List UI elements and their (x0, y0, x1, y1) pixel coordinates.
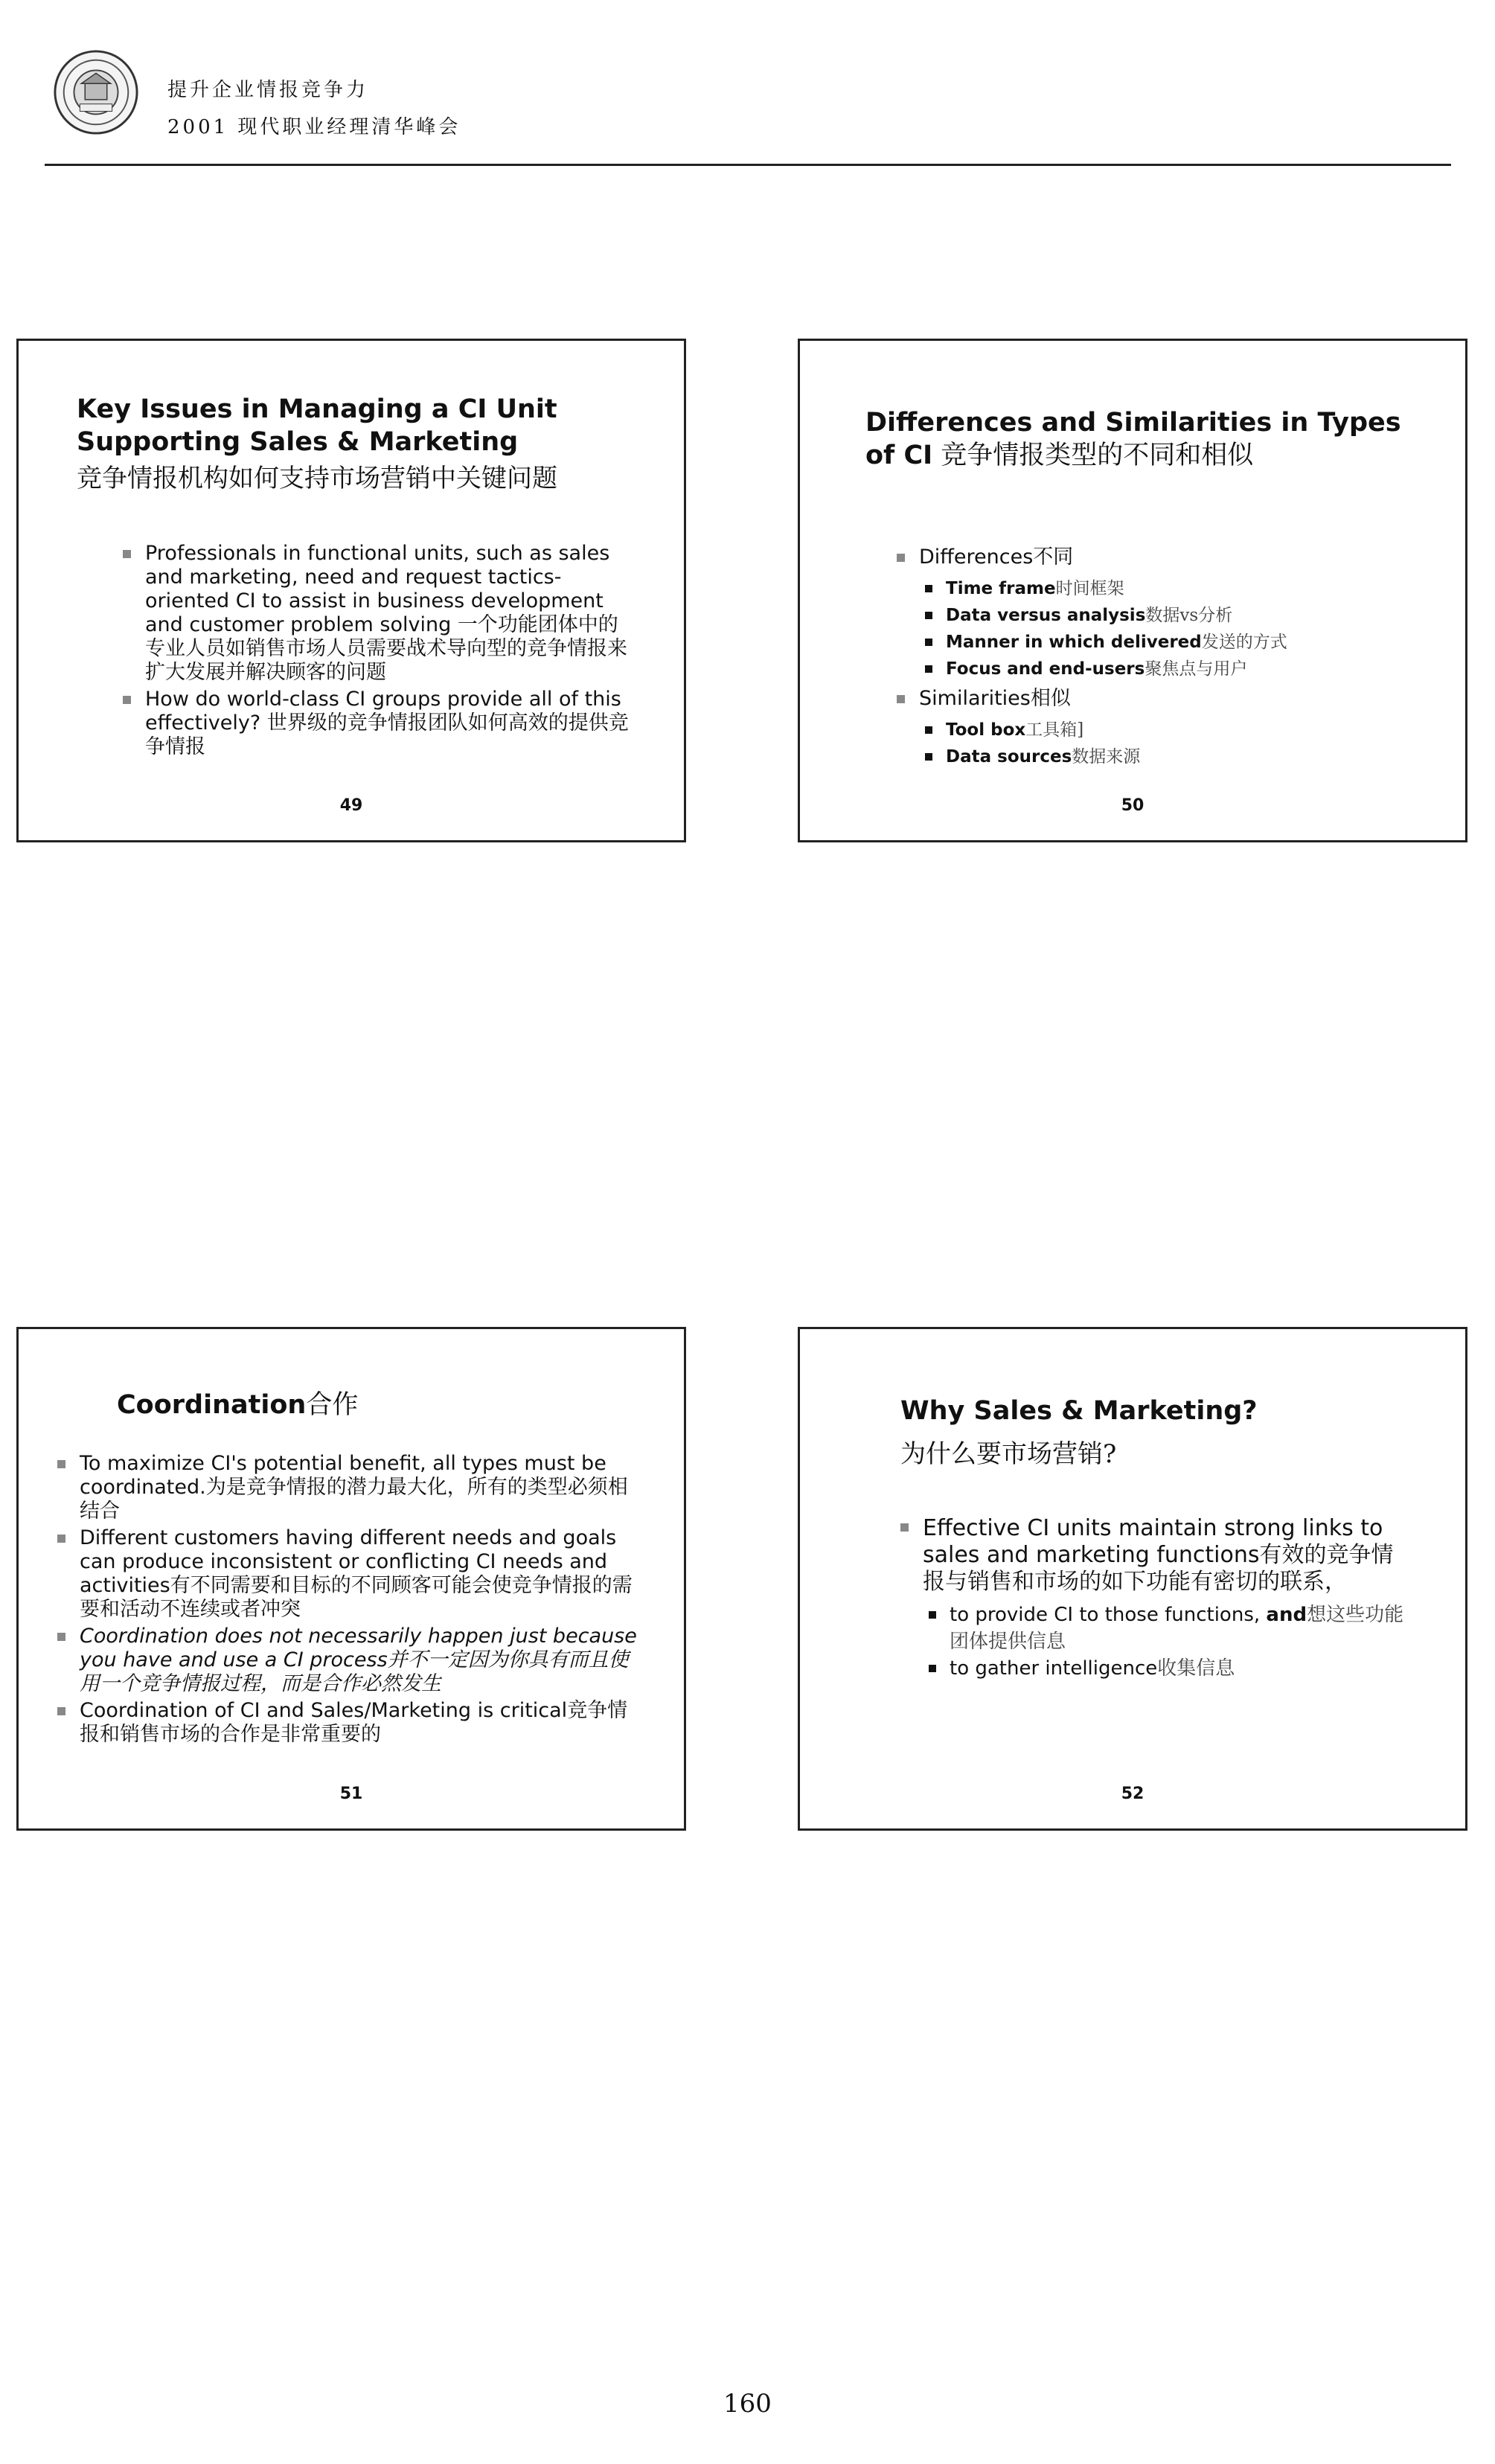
slide-number: 51 (339, 1785, 363, 1803)
slide-title-zh: 竞争情报机构如何支持市场营销中关键问题 (77, 464, 557, 493)
slide-title-zh: 合作 (306, 1390, 359, 1420)
list-item: To maximize CI's potential benefit, all types must be coordinated.为是竞争情报的潜力最大化，所有的类型必须相结合 (57, 1452, 645, 1523)
slide-title (117, 1389, 358, 1421)
list-item: Manner in which delivered发送的方式 (919, 629, 1432, 656)
list-item: to gather intelligence收集信息 (923, 1655, 1414, 1682)
slide-title (77, 393, 557, 458)
slide-title-en: Coordination (117, 1390, 307, 1420)
list-item: Effective CI units maintain strong links to sales and marketing functions有效的竞争情报与销售和市场的如下功能有密切的联系， to provide CI to those functions, and想这些功能团体提供信息 to gather intelligence收集信息 (900, 1515, 1414, 1682)
sub-bullet-list (919, 575, 1432, 682)
slide-title-zh: 为什么要市场营销? (900, 1439, 1117, 1469)
tsinghua-seal-icon (52, 48, 140, 136)
document-header (45, 41, 1459, 167)
slide-title (865, 406, 1401, 472)
slide-50 (798, 339, 1467, 842)
slide-49 (16, 339, 686, 842)
list-item: Coordination does not necessarily happen just because you have and use a CI process并不一定因为你具有而且使用一个竞争情报过程，而是合作必然发生 (57, 1625, 645, 1696)
slide-number: 50 (1121, 796, 1145, 815)
bullet-list (57, 1452, 645, 1750)
bullet-list (900, 1515, 1414, 1686)
slide-52 (798, 1327, 1467, 1831)
list-item: Focus and end-users聚焦点与用户 (919, 656, 1432, 682)
header-divider (45, 164, 1451, 166)
bullet-list (123, 542, 636, 762)
list-item: Professionals in functional units, such as sales and marketing, need and request tactics-oriented CI to assist in business development and customer problem solving 一个功能团体中的专业人员如销售市场人员需要战术导向型的竞争情报来扩大发展并解决顾客的问题 (123, 542, 636, 685)
slide-number: 52 (1121, 1785, 1145, 1803)
slide-51 (16, 1327, 686, 1831)
list-item: Tool box工具箱] (919, 717, 1432, 743)
slide-title-line1: Key Issues in Managing a CI Unit (77, 394, 557, 424)
slide-title-line2: of CI (865, 441, 933, 470)
list-item: Similarities相似 Tool box工具箱] Data sources数据来源 (897, 687, 1432, 770)
list-item: to provide CI to those functions, and想这些功能团体提供信息 (923, 1601, 1414, 1655)
sub-bullet-list (923, 1601, 1414, 1682)
slide-number: 49 (339, 796, 363, 815)
slide-title-line1: Differences and Similarities in Types (865, 408, 1401, 438)
list-item: How do world-class CI groups provide all of this effectively? 世界级的竞争情报团队如何高效的提供竞争情报 (123, 688, 636, 759)
slide-title: Why Sales & Marketing? (900, 1396, 1258, 1426)
list-item: Different customers having different needs and goals can produce inconsistent or conflicting CI needs and activities有不同需要和目标的不同顾客可能会使竞争情报的需要和活动不连续或者冲突 (57, 1526, 645, 1622)
list-item: Time frame时间框架 (919, 575, 1432, 602)
header-subtitle: 2001 现代职业经理清华峰会 (167, 116, 461, 138)
list-item: Data sources数据来源 (919, 743, 1432, 770)
page-number: 160 (723, 2389, 772, 2419)
list-item: Differences不同 Time frame时间框架 Data versus analysis数据vs分析 Manner in which delivered发送的方式 Focus and end-users聚焦点与用户 (897, 545, 1432, 682)
bullet-list (897, 545, 1432, 775)
header-title: 提升企业情报竞争力 (167, 79, 369, 101)
slide-title-line2: Supporting Sales & Marketing (77, 427, 519, 457)
list-item: Data versus analysis数据vs分析 (919, 602, 1432, 629)
sub-bullet-list (919, 717, 1432, 770)
list-item: Coordination of CI and Sales/Marketing is critical竞争情报和销售市场的合作是非常重要的 (57, 1699, 645, 1747)
slide-title-zh: 竞争情报类型的不同和相似 (932, 441, 1254, 470)
